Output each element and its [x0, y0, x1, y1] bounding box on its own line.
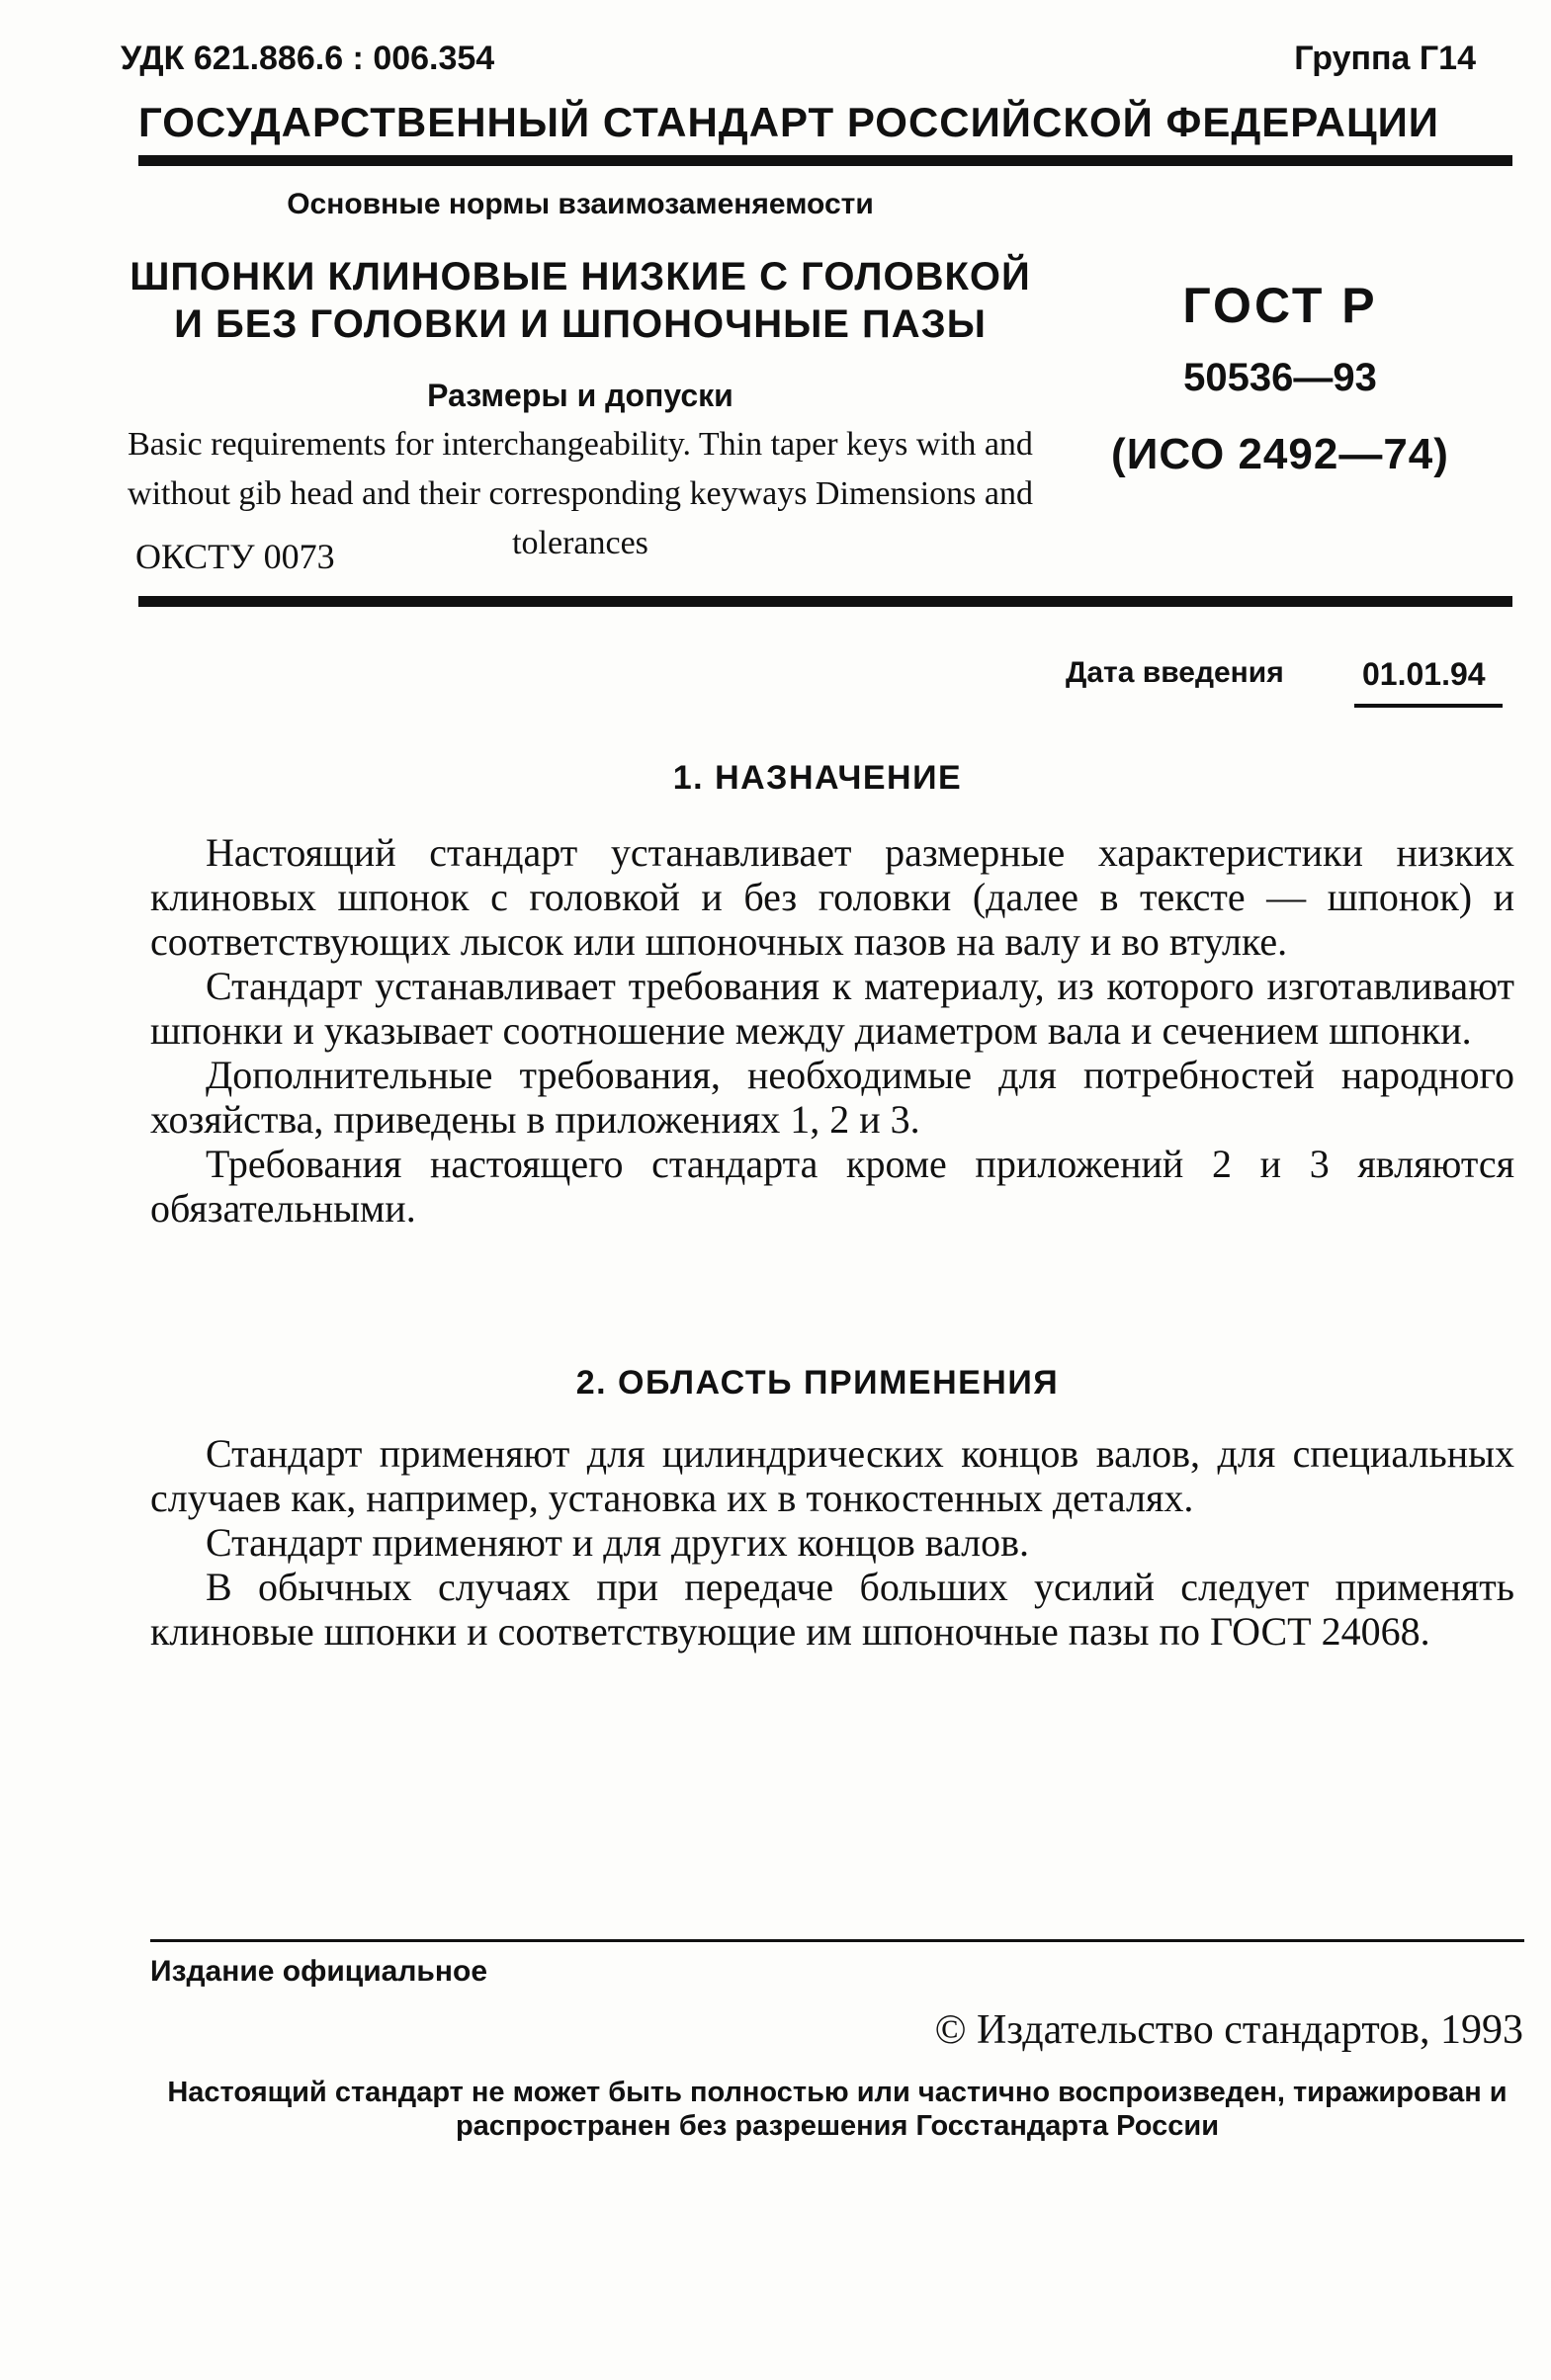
gost-label: ГОСТ Р	[1182, 278, 1378, 333]
okstu-code: ОКСТУ 0073	[135, 537, 335, 576]
section-2-heading: 2. ОБЛАСТЬ ПРИМЕНЕНИЯ	[575, 1364, 1060, 1402]
subtitle: Основные нормы взаимозаменяемости	[287, 188, 874, 220]
paragraph: Настоящий стандарт устанавливает размерные характеристики низких клиновых шпонок с головкой и без головки (далее в тексте — шпонок) и соответствующих лысок или шпоночных пазов на валу и во втулке.	[150, 830, 1514, 964]
paragraph: Стандарт применяют и для других концов валов.	[206, 1520, 1030, 1565]
english-title: Basic requirements for interchangeability. Thin taper keys with and without gib head and their corresponding keyways Dimensions and tolerances	[128, 426, 1033, 561]
paragraph: В обычных случаях при передаче больших усилий следует применять клиновые шпонки и соответствующие им шпоночные пазы по ГОСТ 24068.	[150, 1565, 1514, 1654]
sizes-and-tolerances: Размеры и допуски	[427, 378, 733, 413]
document-title-line-2: И БЕЗ ГОЛОВКИ И ШПОНОЧНЫЕ ПАЗЫ	[174, 302, 987, 346]
date-label: Дата введения	[1066, 656, 1284, 689]
group-code: Группа Г14	[1294, 40, 1476, 77]
udk-code: УДК 621.886.6 : 006.354	[121, 40, 495, 77]
document-title-line-1: ШПОНКИ КЛИНОВЫЕ НИЗКИЕ С ГОЛОВКОЙ	[129, 255, 1031, 298]
copyright: © Издательство стандартов, 1993	[934, 2007, 1523, 2053]
paragraph: Стандарт устанавливает требования к материалу, из которого изготавливают шпонки и указывает соотношение между диаметром вала и сечением шпонки.	[150, 964, 1514, 1053]
official-edition: Издание официальное	[150, 1955, 488, 1988]
paragraph: Стандарт применяют для цилиндрических концов валов, для специальных случаев как, например, установка их в тонкостенных деталях.	[150, 1431, 1514, 1520]
gost-designation	[1097, 277, 1463, 479]
date-value: 01.01.94	[1362, 656, 1486, 692]
header-divider	[138, 155, 1512, 166]
title-block	[121, 188, 1040, 568]
paragraph: Дополнительные требования, необходимые для потребностей народного хозяйства, приведены в приложениях 1, 2 и 3.	[150, 1053, 1514, 1142]
section-2-body	[150, 1431, 1514, 1654]
paragraph: Требования настоящего стандарта кроме приложений 2 и 3 являются обязательными.	[150, 1142, 1514, 1231]
title-divider	[138, 596, 1512, 607]
gost-number: 50536—93	[1183, 356, 1377, 399]
footer-divider	[150, 1939, 1524, 1942]
section-1-body	[150, 830, 1514, 1231]
iso-reference: (ИСО 2492—74)	[1111, 430, 1449, 478]
reproduction-notice: Настоящий стандарт не может быть полностью или частично воспроизведен, тиражирован и распространен без разрешения Госстандарта России	[167, 2077, 1508, 2142]
date-underline	[1354, 704, 1503, 708]
state-standard-title: ГОСУДАРСТВЕННЫЙ СТАНДАРТ РОССИЙСКОЙ ФЕДЕРАЦИИ	[138, 99, 1439, 145]
section-1-heading: 1. НАЗНАЧЕНИЕ	[672, 759, 963, 797]
